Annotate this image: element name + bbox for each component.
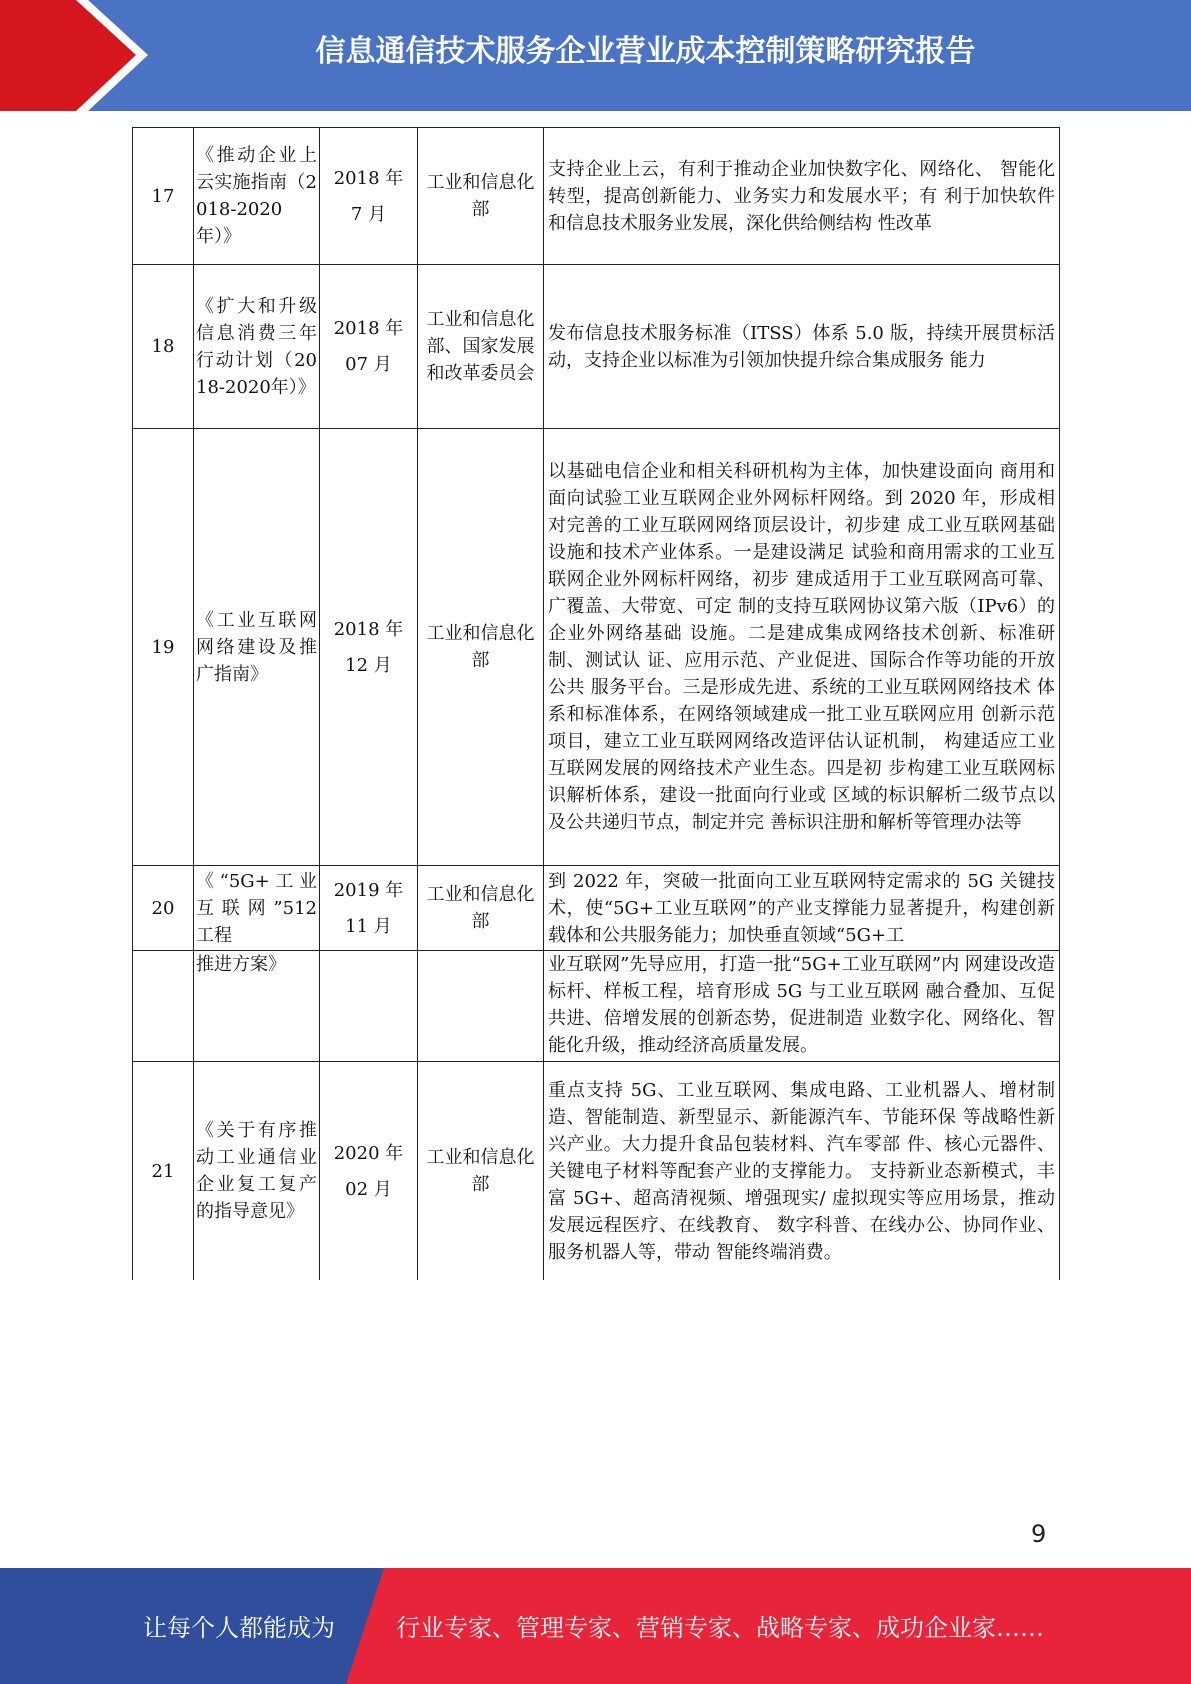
policy-name: 《“5G+工业互联网”512 工程 [194,866,320,951]
issuing-department: 工业和信息化部 [418,1062,544,1281]
row-number: 21 [133,1062,194,1281]
issue-date-year: 2018 年 [333,618,404,640]
issue-date [320,128,418,265]
issue-date-year: 2018 年 [333,167,404,189]
issue-date [320,866,418,951]
policy-name: 《扩大和升级信息消费三年行动计划（2018-2020年）》 [194,265,320,429]
footer-slogan-right: 行业专家、管理专家、营销专家、战略专家、成功企业家…… [396,1614,1044,1642]
policy-content: 发布信息技术服务标准（ITSS）体系 5.0 版，持续开展贯标活动，支持企业以标准为引领加快提升综合集成服务 能力 [544,265,1060,429]
table-row [133,128,1060,265]
policy-table [132,127,1059,1280]
issue-date-month: 02 月 [345,1178,392,1200]
policy-name: 《关于有序推动工业通信业企业复工复产的指导意见》 [194,1062,320,1281]
header-chevron-icon [0,0,160,111]
issue-date-month: 12 月 [345,654,392,676]
table-row [133,1062,1060,1281]
policy-content: 以基础电信企业和相关科研机构为主体，加快建设面向 商用和面向试验工业互联网企业外网标杆网络。到 2020 年，形成相对完善的工业互联网网络顶层设计，初步建 成工业互联网基础设施和技术产业体系。一是建设满足 试验和商用需求的工业互联网企业外网标杆网络，初步 建成适用于工业互联网高可靠、广覆盖、大带宽、可定 制的支持互联网协议第六版（IPv6）的企业外网络基础 设施。二是建成集成网络技术创新、标准研制、测试认 证、应用示范、产业促进、国际合作等功能的开放公共 服务平台。三是形成先进、系统的工业互联网网络技术 体系和标准体系，在网络领域建成一批工业互联网应用 创新示范项目，建立工业互联网网络改造评估认证机制， 构建适应工业互联网发展的网络技术产业生态。四是初 步构建工业互联网标识解析体系，建设一批面向行业或 区域的标识解析二级节点以及公共递归节点，制定并完 善标识注册和解析等管理办法等 [544,429,1060,866]
issuing-department: 工业和信息化部、国家发展和改革委员会 [418,265,544,429]
issue-date-empty [320,951,418,1062]
row-number-empty [133,951,194,1062]
document-title: 信息通信技术服务企业营业成本控制策略研究报告 [315,34,976,69]
issue-date-month: 07 月 [345,354,392,375]
page-footer [0,1568,1191,1684]
table-row [133,265,1060,429]
issue-date-month: 7 月 [350,203,387,225]
footer-slogan-left: 让每个人都能成为 [143,1614,335,1642]
issue-date-month: 11 月 [345,915,392,937]
table-row [133,866,1060,951]
issuing-department: 工业和信息化部 [418,866,544,951]
policy-name: 《工业互联网网络建设及推广指南》 [194,429,320,866]
chevron-fill [0,0,136,111]
table-row [133,429,1060,866]
row-number: 18 [133,265,194,429]
table-row-continued [133,951,1060,1062]
policy-name-continued: 推进方案》 [194,951,320,1062]
policy-content: 到 2022 年，突破一批面向工业互联网特定需求的 5G 关键技术，使“5G+工业互联网”的产业支撑能力显著提升，构建创新载体和公共服务能力；加快垂直领域“5G+工 [544,866,1060,951]
page-number: 9 [1031,1520,1047,1548]
issuing-department: 工业和信息化部 [418,128,544,265]
policy-content: 支持企业上云，有利于推动企业加快数字化、网络化、 智能化转型，提高创新能力、业务实力和发展水平；有 利于加快软件和信息技术服务业发展，深化供给侧结构 性改革 [544,128,1060,265]
issue-date [320,429,418,866]
issue-date-year: 2018 年 [333,318,404,339]
issue-date [320,265,418,429]
row-number: 17 [133,128,194,265]
issue-date-year: 2020 年 [333,1142,404,1164]
policy-content: 重点支持 5G、工业互联网、集成电路、工业机器人、增材制造、智能制造、新型显示、新能源汽车、节能环保 等战略性新兴产业。大力提升食品包装材料、汽车零部 件、核心元器件、关键电子材料等配套产业的支撑能力。 支持新业态新模式，丰富 5G+、超高清视频、增强现实/ 虚拟现实等应用场景，推动发展远程医疗、在线教育、 数字科普、在线办公、协同作业、服务机器人等，带动 智能终端消费。 [544,1062,1060,1281]
row-number: 19 [133,429,194,866]
issuing-department: 工业和信息化部 [418,429,544,866]
issue-date [320,1062,418,1281]
policy-table-grid [132,127,1060,1280]
policy-name: 《推动企业上云实施指南（2018-2020年）》 [194,128,320,265]
issue-date-year: 2019 年 [333,879,404,901]
policy-content-continued: 业互联网”先导应用，打造一批“5G+工业互联网”内 网建设改造标杆、样板工程，培育形成 5G 与工业互联网 融合叠加、互促共进、倍增发展的创新态势，促进制造 业数字化、网络化、智能化升级，推动经济高质量发展。 [544,951,1060,1062]
page-header [0,0,1191,111]
issuing-department-empty [418,951,544,1062]
row-number: 20 [133,866,194,951]
